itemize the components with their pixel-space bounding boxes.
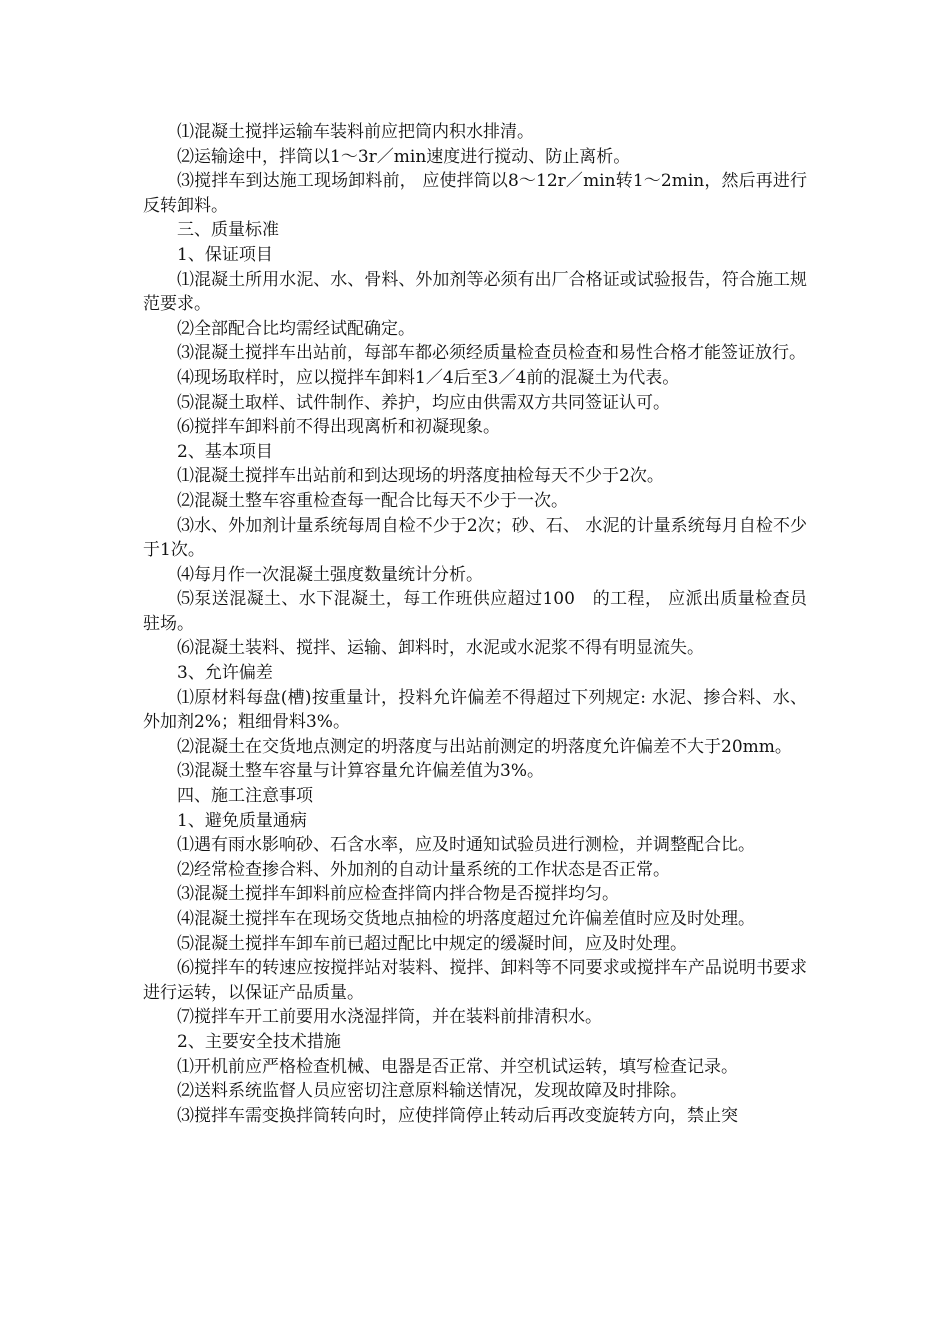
paragraph-metering-system: ⑶水、外加剂计量系统每周自检不少于2次；砂、石、 水泥的计量系统每月自检不少于1次。 bbox=[143, 515, 807, 561]
paragraph-unit-weight: ⑵混凝土整车容重检查每一配合比每天不少于一次。 bbox=[177, 490, 568, 511]
paragraph-rain-moisture: ⑴遇有雨水影响砂、石含水率，应及时通知试验员进行测检，并调整配合比。 bbox=[177, 835, 755, 856]
paragraph-specimen: ⑸混凝土取样、试件制作、养护，均应由供需双方共同签证认可。 bbox=[177, 392, 670, 413]
section-heading-quality-standard: 三、质量标准 bbox=[177, 220, 279, 241]
section-heading-construction-notes: 四、施工注意事项 bbox=[177, 786, 313, 807]
paragraph-drum-speed: ⑹搅拌车的转速应按搅拌站对装料、搅拌、卸料等不同要求或搅拌车产品说明书要求进行运转，以保证产品质量。 bbox=[143, 958, 807, 1003]
paragraph-metering-check: ⑵经常检查掺合料、外加剂的自动计量系统的工作状态是否正常。 bbox=[177, 859, 670, 880]
paragraph-transport-speed: ⑵运输途中，拌筒以1～3r／min速度进行搅动、防止离析。 bbox=[177, 146, 631, 167]
subsection-heading-safety-measures: 2、主要安全技术措施 bbox=[177, 1031, 341, 1052]
paragraph-materials-certificates: ⑴混凝土所用水泥、水、骨料、外加剂等必须有出厂合格证或试验报告，符合施工规范要求。 bbox=[143, 269, 807, 315]
paragraph-pumped-concrete: ⑸泵送混凝土、水下混凝土，每工作班供应超过100 的工程， 应派出质量检查员驻场。 bbox=[143, 589, 807, 634]
paragraph-slump-deviation: ⑵混凝土在交货地点测定的坍落度与出站前测定的坍落度允许偏差不大于20mm。 bbox=[177, 736, 792, 757]
paragraph-strength-analysis: ⑷每月作一次混凝土强度数量统计分析。 bbox=[177, 564, 483, 585]
paragraph-sampling: ⑷现场取样时，应以搅拌车卸料1／4后至3／4前的混凝土为代表。 bbox=[177, 367, 680, 388]
subsection-heading-guarantee-items: 1、保证项目 bbox=[177, 244, 273, 265]
subsection-heading-avoid-defects: 1、避免质量通病 bbox=[177, 810, 307, 831]
paragraph-departure-inspection: ⑶混凝土搅拌车出站前，每部车都必须经质量检查员检查和易性合格才能签证放行。 bbox=[177, 343, 806, 364]
paragraph-pre-start-check: ⑴开机前应严格检查机械、电器是否正常、并空机试运转，填写检查记录。 bbox=[177, 1056, 738, 1077]
paragraph-feeding-monitor: ⑵送料系统监督人员应密切注意原料输送情况，发现故障及时排除。 bbox=[177, 1081, 687, 1102]
paragraph-volume-deviation: ⑶混凝土整车容量与计算容量允许偏差值为3%。 bbox=[177, 761, 544, 782]
paragraph-mix-ratio: ⑵全部配合比均需经试配确定。 bbox=[177, 318, 415, 339]
paragraph-mix-uniformity: ⑶混凝土搅拌车卸料前应检查拌筒内拌合物是否搅拌均匀。 bbox=[177, 884, 619, 905]
subsection-heading-basic-items: 2、基本项目 bbox=[177, 441, 273, 462]
paragraph-mixer-loading: ⑴混凝土搅拌运输车装料前应把筒内积水排清。 bbox=[177, 122, 534, 142]
paragraph-dosing-deviation: ⑴原材料每盘(槽)按重量计，投料允许偏差不得超过下列规定: 水泥、掺合料、水、外加剂2%；粗细骨料3%。 bbox=[143, 687, 807, 733]
paragraph-slump-check: ⑴混凝土搅拌车出站前和到达现场的坍落度抽检每天不少于2次。 bbox=[177, 466, 664, 487]
paragraph-no-loss: ⑹混凝土装料、搅拌、运输、卸料时，水泥或水泥浆不得有明显流失。 bbox=[177, 638, 704, 659]
document-body bbox=[143, 120, 807, 1128]
paragraph-drum-reverse: ⑶搅拌车需变换拌筒转向时，应使拌筒停止转动后再改变旋转方向，禁止突 bbox=[177, 1105, 738, 1126]
paragraph-slump-exceed: ⑷混凝土搅拌车在现场交货地点抽检的坍落度超过允许偏差值时应及时处理。 bbox=[177, 909, 755, 929]
subsection-heading-allowable-deviation: 3、允许偏差 bbox=[177, 663, 273, 684]
paragraph-no-segregation: ⑹搅拌车卸料前不得出现离析和初凝现象。 bbox=[177, 417, 500, 438]
paragraph-wet-drum: ⑺搅拌车开工前要用水浇湿拌筒，并在装料前排清积水。 bbox=[177, 1007, 602, 1028]
paragraph-retarding-time: ⑸混凝土搅拌车卸车前已超过配比中规定的缓凝时间，应及时处理。 bbox=[177, 933, 687, 954]
paragraph-unloading: ⑶搅拌车到达施工现场卸料前， 应使拌筒以8～12r／min转1～2min，然后再进行反转卸料。 bbox=[143, 171, 807, 216]
